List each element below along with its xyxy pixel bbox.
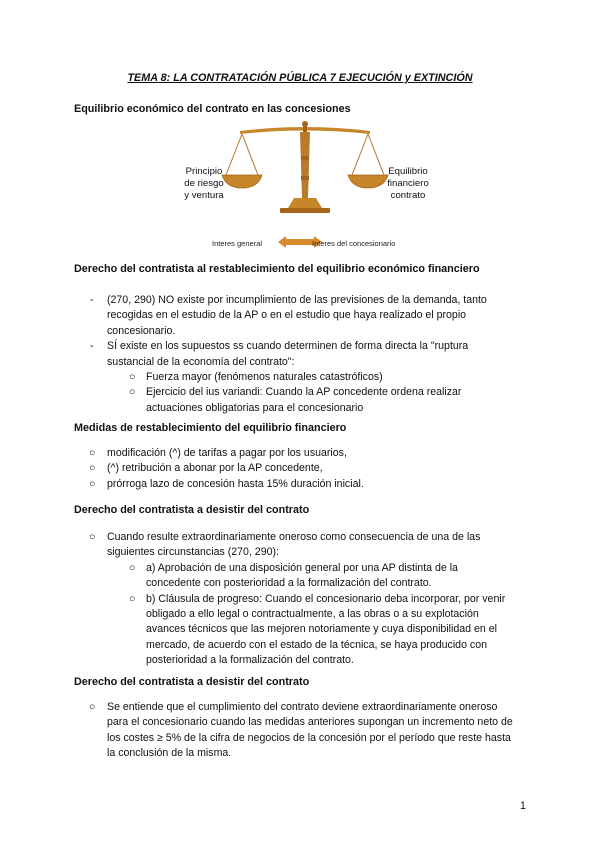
section4-list <box>0 530 600 669</box>
page-number: 1 <box>520 800 526 812</box>
list-item: ○ Cuando resulte extraordinariamente oneroso como consecuencia de una de las siguientes circunstancias (270, 290): <box>89 531 481 559</box>
balance-scale-figure <box>170 118 440 258</box>
section3-list <box>0 446 600 492</box>
section-heading-equilibrio: Equilibrio económico del contrato en las concesiones <box>74 103 351 115</box>
section-heading-medidas: Medidas de restablecimiento del equilibrio financiero <box>74 422 347 434</box>
section-heading-restablecimiento: Derecho del contratista al restablecimiento del equilibrio económico financiero <box>74 263 480 275</box>
figure-left-label: Principio de riesgo y ventura <box>184 166 224 201</box>
section-heading-desistir-2: Derecho del contratista a desistir del contrato <box>74 676 310 688</box>
section5-list <box>0 700 600 762</box>
figure-arrow-right-label: Interes del concesionario <box>312 239 396 248</box>
section2-list <box>0 293 600 416</box>
sub-list-item: ○ a) Aprobación de una disposición general por una AP distinta de la concedente con posterioridad a la formalización del contrato. <box>129 561 458 590</box>
list-item: ○ (^) retribución a abonar por la AP concedente, <box>89 462 323 475</box>
list-item: ○ Se entiende que el cumplimiento del contrato deviene extraordinariamente oneroso para el concesionario cuando las medidas anteriores supongan un incremento neto de los costes ≥ 5% de la cifra de negocios de la concesión por el período que reste hasta la conclusión de la misma. <box>89 701 513 760</box>
list-item: ○ modificación (^) de tarifas a pagar por los usuarios, <box>89 447 347 459</box>
figure-right-label: Equilibrio financiero contrato <box>387 166 429 201</box>
sub-list-item: ○ Ejercicio del ius variandi: Cuando la AP concedente ordena realizar actuaciones obligatorias para el concesionario <box>129 386 462 414</box>
list-item: ○ prórroga lazo de concesión hasta 15% duración inicial. <box>89 477 364 490</box>
sub-list-item: ○ Fuerza mayor (fenómenos naturales catastróficos) <box>129 371 383 384</box>
list-item: - (270, 290) NO existe por incumplimiento de las previsiones de la demanda, tanto recogidas en el estudio de la AP o en el estudio que haya realizado el propio concesionario. <box>90 294 487 337</box>
sub-list-item: ○ b) Cláusula de progreso: Cuando el concesionario deba incorporar, por venir obligado a ello legal o contractualmente, a las obras o a su explotación avances técnicos que las mejoren notoriamente y cuya disponibilidad en el mercado, de acuerdo con el estado de la técnica, se haya producido con posterioridad a la formalización del contrato. <box>129 592 506 667</box>
list-item: - SÍ existe en los supuestos ss cuando determinen de forma directa la "ruptura sustancial de la economía del contrato": <box>90 340 469 368</box>
section-heading-desistir-1: Derecho del contratista a desistir del contrato <box>74 504 310 516</box>
figure-arrow-left-label: Interes general <box>212 239 263 248</box>
page-title: TEMA 8: LA CONTRATACIÓN PÚBLICA 7 EJECUCIÓN y EXTINCIÓN <box>127 72 473 84</box>
